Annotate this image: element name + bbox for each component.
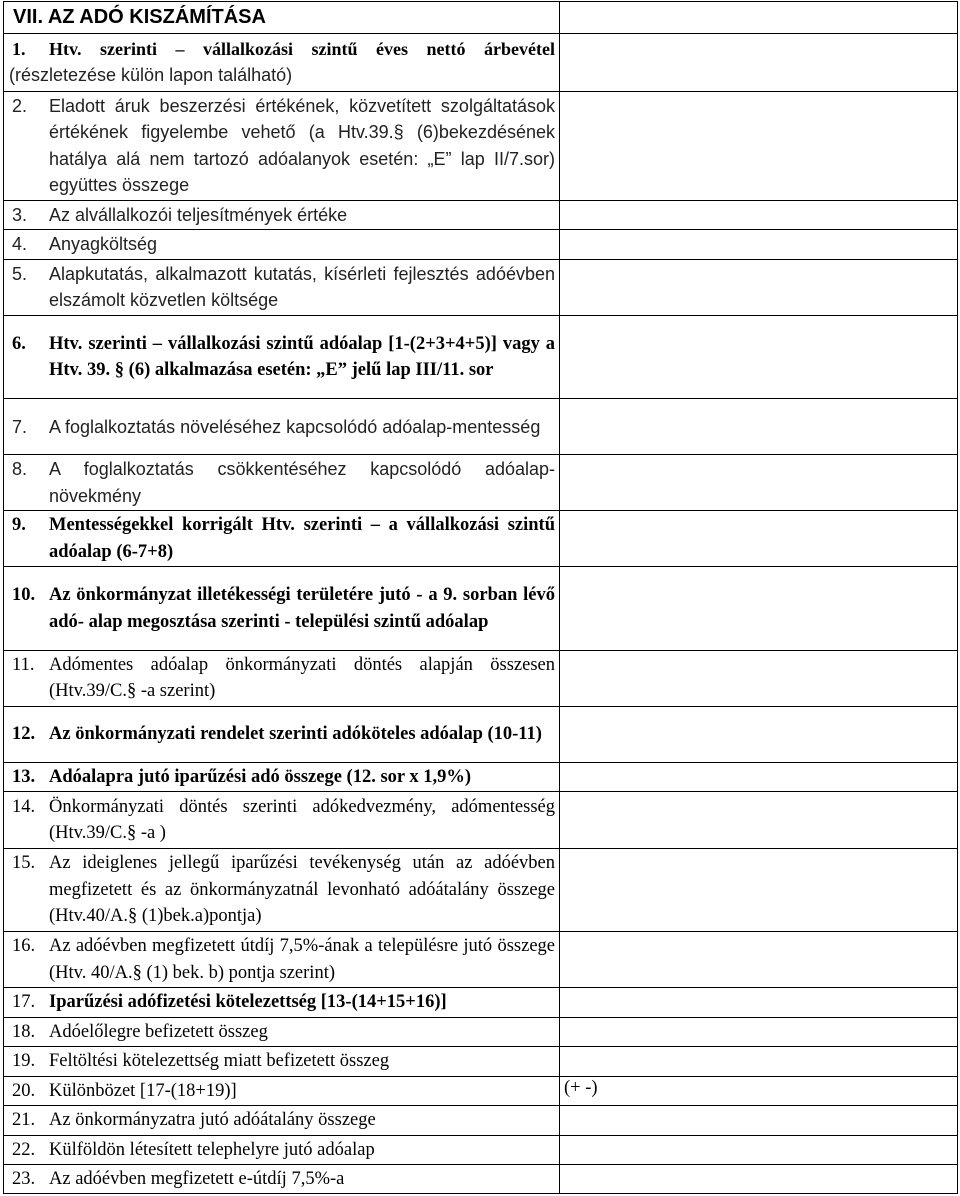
row-12-value[interactable] — [560, 706, 958, 762]
row-5-text: Alapkutatás, alkalmazott kutatás, kísérleti fejlesztés adóévben elszámolt közvetlen költsége — [49, 263, 555, 311]
row-13-number: 13. — [12, 766, 36, 787]
table-row-14 — [4, 792, 958, 848]
row-22-text: Külföldön létesített telephelyre jutó adóalap — [49, 1139, 375, 1160]
table-row-23 — [4, 1165, 958, 1194]
row-3-label — [4, 200, 560, 230]
row-11-value[interactable] — [560, 650, 958, 706]
row-2-text: Eladott áruk beszerzési értékének, közvetített szolgáltatások értékének figyelembe vehető (a Htv.39.§ (6)bekezdésének hatálya alá nem tartozó adóalanyok esetén: „E” lap II/7.sor) együttes összege — [49, 95, 555, 196]
row-23-text: Az adóévben megfizetett e-útdíj 7,5%-a — [49, 1168, 345, 1189]
row-18-value[interactable] — [560, 1017, 958, 1047]
row-3-value[interactable] — [560, 200, 958, 230]
row-2-number: 2. — [12, 95, 28, 116]
row-6-label — [4, 315, 560, 399]
row-5-label — [4, 259, 560, 315]
row-6-text: Htv. szerinti – vállalkozási szintű adóalap [1-(2+3+4+5)] vagy a Htv. 39. § (6) alkalmazása esetén: „E” jelű lap III/11. sor — [49, 333, 555, 380]
row-2-value[interactable] — [560, 91, 958, 200]
table-row-3 — [4, 200, 958, 230]
row-3-text: Az alvállalkozói teljesítmények értéke — [49, 204, 348, 225]
row-19-label — [4, 1047, 560, 1077]
row-8-value[interactable] — [560, 455, 958, 511]
row-8-text: A foglalkoztatás csökkentéséhez kapcsolódó adóalap-növekmény — [49, 459, 555, 506]
row-23-number: 23. — [12, 1168, 36, 1189]
row-4-text: Anyagköltség — [49, 234, 158, 255]
row-20-sign-note: (+ -) — [564, 1078, 598, 1099]
table-row-10 — [4, 567, 958, 651]
row-20-label — [4, 1076, 560, 1106]
row-16-value[interactable] — [560, 932, 958, 988]
table-row-5 — [4, 259, 958, 315]
row-14-label — [4, 792, 560, 848]
row-3-number: 3. — [12, 204, 28, 225]
tax-calculation-table — [3, 1, 958, 1194]
table-row-12 — [4, 706, 958, 762]
table-row-4 — [4, 230, 958, 260]
row-6-number: 6. — [12, 333, 26, 354]
table-row-19 — [4, 1047, 958, 1077]
row-13-label — [4, 762, 560, 792]
row-21-value[interactable] — [560, 1106, 958, 1136]
row-20-text: Különbözet [17-(18+19)] — [49, 1080, 237, 1101]
row-19-text: Feltöltési kötelezettség miatt befizetett összeg — [49, 1051, 390, 1072]
row-20-value[interactable] — [560, 1076, 958, 1106]
row-10-text: Az önkormányzat illetékességi területére jutó - a 9. sorban lévő adó- alap megosztása szerinti - települési szintű adóalap — [49, 585, 555, 632]
table-row-8 — [4, 455, 958, 511]
row-11-label — [4, 650, 560, 706]
table-row-11 — [4, 650, 958, 706]
row-16-label — [4, 932, 560, 988]
row-1-subtext: (részletezése külön lapon található) — [9, 64, 293, 85]
row-2-label — [4, 91, 560, 200]
row-13-text: Adóalapra jutó iparűzési adó összege (12. sor x 1,9%) — [49, 766, 472, 787]
table-row-6 — [4, 315, 958, 399]
row-12-number: 12. — [12, 724, 36, 745]
row-23-value[interactable] — [560, 1165, 958, 1194]
row-14-value[interactable] — [560, 792, 958, 848]
row-17-label — [4, 988, 560, 1018]
row-9-number: 9. — [12, 515, 26, 536]
row-15-value[interactable] — [560, 848, 958, 932]
row-12-label — [4, 706, 560, 762]
row-8-number: 8. — [12, 459, 28, 480]
row-10-label — [4, 567, 560, 651]
row-9-value[interactable] — [560, 511, 958, 567]
row-16-number: 16. — [12, 936, 36, 957]
row-22-value[interactable] — [560, 1135, 958, 1165]
row-21-label — [4, 1106, 560, 1136]
row-16-text: Az adóévben megfizetett útdíj 7,5%-ának a településre jutó összege (Htv. 40/A.§ (1) bek. b) pontja szerint) — [49, 936, 555, 983]
row-22-number: 22. — [12, 1139, 36, 1160]
row-5-value[interactable] — [560, 259, 958, 315]
row-17-text: Iparűzési adófizetési kötelezettség [13-(14+15+16)] — [49, 992, 447, 1013]
row-19-number: 19. — [12, 1051, 36, 1072]
row-9-text: Mentességekkel korrigált Htv. szerinti – a vállalkozási szintű adóalap (6-7+8) — [49, 515, 555, 562]
row-17-value[interactable] — [560, 988, 958, 1018]
row-11-text: Adómentes adóalap önkormányzati döntés alapján összesen (Htv.39/C.§ -a szerint) — [49, 654, 555, 702]
table-row-1 — [4, 33, 958, 91]
row-10-number: 10. — [12, 585, 36, 606]
row-5-number: 5. — [12, 263, 28, 284]
row-21-number: 21. — [12, 1110, 36, 1131]
row-22-label — [4, 1135, 560, 1165]
row-23-label — [4, 1165, 560, 1194]
row-20-number: 20. — [12, 1080, 36, 1101]
row-19-value[interactable] — [560, 1047, 958, 1077]
row-18-number: 18. — [12, 1021, 36, 1042]
table-row-15 — [4, 848, 958, 932]
row-7-text: A foglalkoztatás növeléséhez kapcsolódó adóalap-mentesség — [49, 416, 541, 437]
row-4-label — [4, 230, 560, 260]
row-21-text: Az önkormányzatra jutó adóátalány összege — [49, 1110, 376, 1131]
row-1-label — [4, 33, 560, 91]
section-heading-value[interactable] — [560, 2, 958, 34]
section-heading-cell — [4, 2, 560, 34]
row-6-value[interactable] — [560, 315, 958, 399]
row-1-number: 1. — [12, 39, 26, 60]
table-row-21 — [4, 1106, 958, 1136]
row-15-label — [4, 848, 560, 932]
row-14-number: 14. — [12, 796, 36, 817]
table-row-20 — [4, 1076, 958, 1106]
section-heading-row — [4, 2, 958, 34]
row-17-number: 17. — [12, 992, 36, 1013]
row-18-text: Adóelőlegre befizetett összeg — [49, 1021, 268, 1042]
row-15-number: 15. — [12, 853, 36, 874]
section-title: VII. AZ ADÓ KISZÁMÍTÁSA — [13, 5, 266, 28]
table-row-2 — [4, 91, 958, 200]
table-row-9 — [4, 511, 958, 567]
row-12-text: Az önkormányzati rendelet szerinti adóköteles adóalap (10-11) — [49, 724, 542, 745]
row-10-value[interactable] — [560, 567, 958, 651]
row-18-label — [4, 1017, 560, 1047]
row-7-label — [4, 399, 560, 455]
row-15-text: Az ideiglenes jellegű iparűzési tevékenység után az adóévben megfizetett és az önkormányzatnál levonható adóátalány összege (Htv.40/A.§ (1)bek.a)pontja) — [49, 853, 555, 927]
row-1-value[interactable] — [560, 33, 958, 91]
table-row-16 — [4, 932, 958, 988]
row-7-value[interactable] — [560, 399, 958, 455]
table-row-7 — [4, 399, 958, 455]
row-9-label — [4, 511, 560, 567]
row-7-number: 7. — [12, 416, 28, 437]
table-row-13 — [4, 762, 958, 792]
table-row-18 — [4, 1017, 958, 1047]
row-13-value[interactable] — [560, 762, 958, 792]
row-11-number: 11. — [12, 654, 35, 675]
row-8-label — [4, 455, 560, 511]
row-4-value[interactable] — [560, 230, 958, 260]
row-14-text: Önkormányzati döntés szerinti adókedvezmény, adómentesség (Htv.39/C.§ -a ) — [49, 796, 555, 843]
row-1-text: Htv. szerinti – vállalkozási szintű éves nettó árbevétel — [49, 39, 555, 60]
table-row-22 — [4, 1135, 958, 1165]
row-4-number: 4. — [12, 234, 28, 255]
table-row-17 — [4, 988, 958, 1018]
